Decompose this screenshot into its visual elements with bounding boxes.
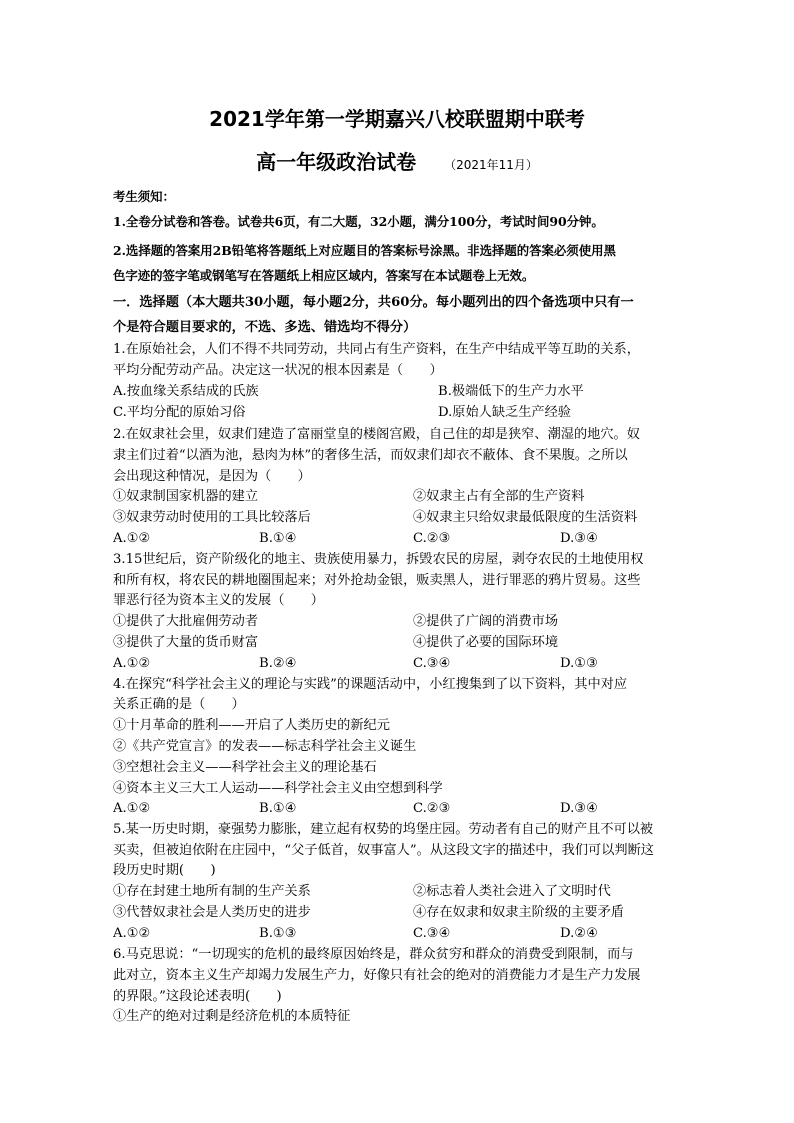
q3-option-a: A.①② bbox=[113, 656, 151, 671]
exam-subtitle bbox=[0, 146, 794, 175]
q3-items-row-1 bbox=[113, 611, 691, 633]
q3-items-row-2 bbox=[113, 632, 691, 654]
q6-stem-line-1: 6.马克思说：“一切现实的危机的最终原因始终是，群众贫穷和群众的消费受到限制，而与 bbox=[113, 947, 634, 962]
q5-option-a: A.①② bbox=[113, 926, 151, 941]
q2-option-c: C.②③ bbox=[413, 531, 451, 546]
q2-item-3: ③奴隶劳动时使用的工具比较落后 bbox=[113, 510, 311, 525]
q5-items-row-2 bbox=[113, 902, 691, 924]
q2-stem-line-1: 2.在奴隶社会里，奴隶们建造了富丽堂皇的楼阁宫殿，自己住的却是狭窄、潮湿的地穴。奴 bbox=[113, 427, 640, 442]
q4-option-a: A.①② bbox=[113, 801, 151, 816]
q5-item-1: ①存在封建土地所有制的生产关系 bbox=[113, 884, 311, 899]
q4-item-1: ①十月革命的胜利——开启了人类历史的新纪元 bbox=[113, 718, 390, 733]
q2-option-b: B.①④ bbox=[259, 531, 297, 546]
q3-stem-line-1: 3.15世纪后，资产阶级化的地主、贵族使用暴力，拆毁农民的房屋，剥夺农民的土地使用权 bbox=[113, 552, 644, 567]
q3-item-1: ①提供了大批雇佣劳动者 bbox=[113, 614, 259, 629]
q4-option-d: D.③④ bbox=[560, 801, 598, 816]
q6-stem-line-2: 此对立，资本主义生产却竭力发展生产力，好像只有社会的绝对的消费能力才是生产力发展 bbox=[113, 968, 641, 983]
q4-options bbox=[113, 798, 691, 820]
q2-items-row-2 bbox=[113, 507, 691, 529]
notice-heading: 考生须知： bbox=[113, 189, 175, 204]
q3-item-3: ③提供了大量的货币财富 bbox=[113, 635, 259, 650]
q3-option-b: B.②④ bbox=[259, 656, 297, 671]
section-heading-line-1: 一．选择题（本大题共30小题，每小题2分，共60分。每小题列出的四个备选项中只有一 bbox=[113, 295, 634, 310]
q5-options bbox=[113, 923, 691, 945]
q3-stem-line-3: 罪恶行径为资本主义的发展（ ） bbox=[113, 593, 324, 608]
q1-option-a: A.按血缘关系结成的氏族 bbox=[113, 384, 259, 399]
exam-date: （2021年11月） bbox=[444, 158, 538, 172]
q6-item-1: ①生产的绝对过剩是经济危机的本质特征 bbox=[113, 1009, 351, 1024]
q4-stem-line-1: 4.在探究“科学社会主义的理论与实践”的课题活动中，小红搜集到了以下资料，其中对应 bbox=[113, 677, 627, 692]
q4-stem-line-2: 关系正确的是（ ） bbox=[113, 697, 245, 712]
q5-option-d: D.②④ bbox=[560, 926, 598, 941]
q1-options-row-1 bbox=[113, 381, 691, 403]
q4-item-2: ②《共产党宣言》的发表——标志科学社会主义诞生 bbox=[113, 739, 417, 754]
q3-option-c: C.③④ bbox=[413, 656, 451, 671]
q5-stem-line-2: 买卖，但被迫依附在庄园中，“父子低首，奴事富人”。从这段文字的描述中，我们可以判断这 bbox=[113, 843, 654, 858]
q1-stem-line-1: 1.在原始社会，人们不得不共同劳动，共同占有生产资料，在生产中结成平等互助的关系， bbox=[113, 342, 640, 357]
q5-option-b: B.①③ bbox=[259, 926, 297, 941]
q1-option-c: C.平均分配的原始习俗 bbox=[113, 405, 246, 420]
q5-option-c: C.③④ bbox=[413, 926, 451, 941]
q1-option-d: D.原始人缺乏生产经验 bbox=[438, 405, 571, 420]
q4-item-3: ③空想社会主义——科学社会主义的理论基石 bbox=[113, 760, 377, 775]
q5-stem-line-3: 段历史时期( ) bbox=[113, 863, 216, 878]
q5-item-3: ③代替奴隶社会是人类历史的进步 bbox=[113, 905, 311, 920]
q1-stem-line-2: 平均分配劳动产品。决定这一状况的根本因素是（ ） bbox=[113, 363, 443, 378]
q4-item-4: ④资本主义三大工人运动——科学社会主义由空想到科学 bbox=[113, 781, 443, 796]
q3-stem-line-2: 和所有权，将农民的耕地圈围起来；对外抢劫金银，贩卖黑人，进行罪恶的鸦片贸易。这些 bbox=[113, 573, 641, 588]
q6-stem-line-3: 的界限。”这段论述表明( ) bbox=[113, 989, 282, 1004]
q4-option-c: C.②③ bbox=[413, 801, 451, 816]
section-heading-line-2: 个是符合题目要求的，不选、多选、错选均不得分） bbox=[113, 320, 417, 335]
notice-line-2: 2.选择题的答案用2B铅笔将答题纸上对应题目的答案标号涂黑。非选择题的答案必须使用黑 bbox=[113, 243, 616, 258]
q5-item-4: ④存在奴隶和奴隶主阶级的主要矛盾 bbox=[413, 905, 624, 920]
q5-stem-line-1: 5.某一历史时期，豪强势力膨胀，建立起有权势的坞堡庄园。劳动者有自己的财产且不可以被 bbox=[113, 822, 654, 837]
q3-item-2: ②提供了广阔的消费市场 bbox=[413, 614, 559, 629]
q2-item-1: ①奴隶制国家机器的建立 bbox=[113, 489, 259, 504]
q3-item-4: ④提供了必要的国际环境 bbox=[413, 635, 559, 650]
q2-options bbox=[113, 528, 691, 550]
q3-options bbox=[113, 653, 691, 675]
q2-item-2: ②奴隶主占有全部的生产资料 bbox=[413, 489, 585, 504]
notice-line-3: 色字迹的签字笔或钢笔写在答题纸上相应区域内，答案写在本试题卷上无效。 bbox=[113, 268, 535, 283]
q1-option-b: B.极端低下的生产力水平 bbox=[438, 384, 584, 399]
q2-items-row-1 bbox=[113, 486, 691, 508]
q1-options-row-2 bbox=[113, 402, 691, 424]
q5-item-2: ②标志着人类社会进入了文明时代 bbox=[413, 884, 611, 899]
q2-stem-line-3: 会出现这种情况，是因为（ ） bbox=[113, 469, 311, 484]
q2-option-d: D.③④ bbox=[560, 531, 598, 546]
q2-item-4: ④奴隶主只给奴隶最低限度的生活资料 bbox=[413, 510, 638, 525]
q2-option-a: A.①② bbox=[113, 531, 151, 546]
exam-title: 2021学年第一学期嘉兴八校联盟期中联考 bbox=[209, 107, 585, 131]
q2-stem-line-2: 隶主们过着“以酒为池，悬肉为林”的奢侈生活，而奴隶们却衣不蔽体、食不果腹。之所以 bbox=[113, 448, 628, 463]
q3-option-d: D.①③ bbox=[560, 656, 598, 671]
q4-option-b: B.①④ bbox=[259, 801, 297, 816]
q5-items-row-1 bbox=[113, 881, 691, 903]
notice-line-1: 1.全卷分试卷和答卷。试卷共6页，有二大题，32小题，满分100分，考试时间90分钟。 bbox=[113, 214, 604, 229]
subtitle-text: 高一年级政治试卷 bbox=[256, 150, 417, 174]
